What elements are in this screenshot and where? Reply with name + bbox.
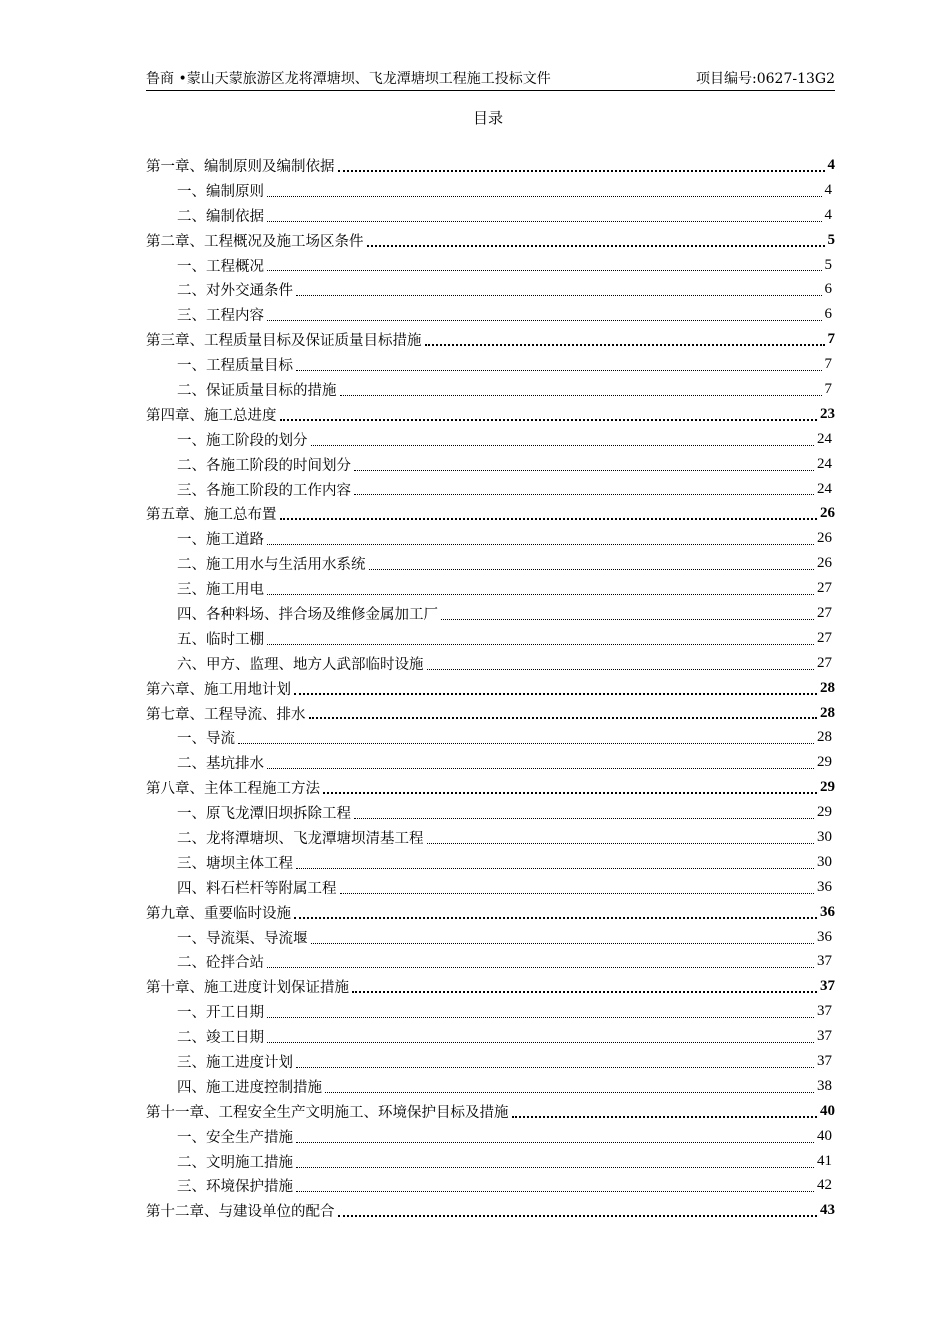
toc-entry-label: 二、各施工阶段的时间划分 — [177, 457, 351, 474]
toc-dot-leader — [294, 692, 817, 695]
toc-dot-leader — [267, 643, 814, 645]
toc-entry-label: 二、施工用水与生活用水系统 — [177, 557, 366, 574]
toc-entry-page-number: 37 — [817, 1028, 832, 1045]
toc-dot-leader — [296, 1166, 814, 1168]
toc-dot-leader — [296, 1066, 814, 1068]
toc-dot-leader — [267, 1016, 814, 1018]
toc-chapter-entry[interactable] — [146, 701, 835, 726]
toc-dot-leader — [267, 966, 814, 968]
toc-entry-page-number: 43 — [820, 1202, 835, 1219]
toc-entry-label: 四、施工进度控制措施 — [177, 1079, 322, 1096]
toc-entry-page-number: 29 — [817, 804, 832, 821]
toc-entry-label: 一、工程质量目标 — [177, 358, 293, 375]
toc-entry-page-number: 27 — [817, 580, 832, 597]
toc-chapter-entry[interactable] — [146, 228, 835, 253]
toc-entry-label: 一、工程概况 — [177, 258, 264, 275]
toc-section-entry[interactable] — [146, 725, 835, 750]
toc-dot-leader — [296, 1190, 814, 1192]
toc-section-entry[interactable] — [146, 1124, 835, 1149]
toc-section-entry[interactable] — [146, 875, 835, 900]
toc-dot-leader — [338, 1214, 818, 1217]
toc-section-entry[interactable] — [146, 477, 835, 502]
toc-entry-page-number: 6 — [824, 306, 832, 323]
toc-dot-leader — [280, 418, 818, 421]
toc-entry-label: 第二章、工程概况及施工场区条件 — [146, 233, 364, 250]
toc-entry-label: 一、编制原则 — [177, 183, 264, 200]
toc-chapter-entry[interactable] — [146, 501, 835, 526]
toc-entry-label: 二、基坑排水 — [177, 756, 264, 773]
toc-entry-page-number: 37 — [820, 978, 835, 995]
toc-section-entry[interactable] — [146, 950, 835, 975]
toc-dot-leader — [325, 1091, 814, 1093]
toc-section-entry[interactable] — [146, 850, 835, 875]
toc-entry-page-number: 29 — [817, 754, 832, 771]
toc-entry-label: 第六章、施工用地计划 — [146, 681, 291, 698]
toc-dot-leader — [267, 1041, 814, 1043]
toc-entry-label: 一、导流 — [177, 731, 235, 748]
toc-entry-label: 二、编制依据 — [177, 208, 264, 225]
toc-entry-label: 第八章、主体工程施工方法 — [146, 781, 320, 798]
toc-dot-leader — [340, 892, 815, 894]
toc-chapter-entry[interactable] — [146, 327, 835, 352]
toc-entry-page-number: 7 — [824, 380, 832, 397]
toc-dot-leader — [311, 942, 815, 944]
toc-entry-label: 第一章、编制原则及编制依据 — [146, 158, 335, 175]
toc-dot-leader — [238, 742, 814, 744]
toc-dot-leader — [340, 394, 822, 396]
toc-dot-leader — [309, 716, 818, 719]
toc-entry-page-number: 41 — [817, 1152, 832, 1169]
toc-dot-leader — [296, 369, 822, 371]
toc-chapter-entry[interactable] — [146, 775, 835, 800]
toc-entry-page-number: 38 — [817, 1077, 832, 1094]
toc-entry-page-number: 37 — [817, 1053, 832, 1069]
toc-entry-page-number: 36 — [817, 928, 832, 945]
toc-dot-leader — [338, 169, 825, 172]
toc-dot-leader — [267, 220, 822, 222]
toc-entry-page-number: 23 — [820, 405, 835, 422]
toc-dot-leader — [425, 343, 825, 346]
toc-dot-leader — [354, 493, 814, 495]
toc-section-entry[interactable] — [146, 452, 835, 477]
toc-section-entry[interactable] — [146, 377, 835, 402]
toc-dot-leader — [267, 543, 814, 545]
toc-section-entry[interactable] — [146, 1074, 835, 1099]
toc-entry-page-number: 28 — [820, 704, 835, 721]
toc-chapter-entry[interactable] — [146, 900, 835, 925]
header-document-title: 鲁商 •蒙山天蒙旅游区龙将潭塘坝、飞龙潭塘坝工程施工投标文件 — [146, 71, 551, 87]
toc-dot-leader — [367, 244, 825, 247]
toc-entry-page-number: 4 — [824, 181, 832, 198]
toc-entry-page-number: 37 — [817, 953, 832, 970]
toc-entry-label: 一、开工日期 — [177, 1005, 264, 1022]
toc-section-entry[interactable] — [146, 651, 835, 676]
toc-entry-label: 一、导流渠、导流堰 — [177, 930, 308, 947]
toc-entry-label: 第十章、施工进度计划保证措施 — [146, 980, 349, 997]
toc-dot-leader — [280, 517, 818, 520]
toc-entry-page-number: 4 — [824, 206, 832, 223]
toc-dot-leader — [267, 767, 814, 769]
toc-entry-label: 第五章、施工总布置 — [146, 507, 277, 524]
toc-section-entry[interactable] — [146, 1049, 835, 1074]
toc-dot-leader — [354, 469, 814, 471]
toc-section-entry[interactable] — [146, 551, 835, 576]
toc-section-entry[interactable] — [146, 800, 835, 825]
toc-entry-page-number: 26 — [820, 505, 835, 522]
toc-entry-label: 二、砼拌合站 — [177, 955, 264, 972]
toc-section-entry[interactable] — [146, 1174, 835, 1199]
toc-entry-label: 第三章、工程质量目标及保证质量目标措施 — [146, 333, 422, 350]
toc-entry-label: 第十一章、工程安全生产文明施工、环境保护目标及措施 — [146, 1104, 509, 1121]
toc-entry-page-number: 27 — [817, 654, 832, 671]
toc-dot-leader — [294, 916, 817, 919]
toc-section-entry[interactable] — [146, 1024, 835, 1049]
toc-entry-page-number: 28 — [817, 729, 832, 746]
toc-dot-leader — [512, 1115, 818, 1118]
toc-section-entry[interactable] — [146, 825, 835, 850]
toc-entry-page-number: 28 — [820, 679, 835, 696]
toc-entry-label: 二、文明施工措施 — [177, 1154, 293, 1171]
table-of-contents — [146, 153, 835, 1223]
toc-dot-leader — [296, 294, 822, 296]
toc-entry-page-number: 7 — [827, 331, 835, 348]
toc-chapter-entry[interactable] — [146, 1099, 835, 1124]
toc-entry-page-number: 26 — [817, 555, 832, 572]
toc-entry-page-number: 6 — [824, 281, 832, 298]
toc-entry-page-number: 40 — [817, 1127, 832, 1144]
toc-entry-page-number: 7 — [824, 356, 832, 373]
toc-entry-page-number: 30 — [817, 828, 832, 845]
toc-entry-page-number: 5 — [827, 231, 835, 248]
toc-entry-label: 二、龙将潭塘坝、飞龙潭塘坝清基工程 — [177, 830, 424, 847]
toc-entry-page-number: 36 — [820, 903, 835, 920]
toc-entry-page-number: 5 — [824, 256, 832, 273]
toc-entry-page-number: 29 — [820, 779, 835, 796]
toc-entry-page-number: 27 — [817, 629, 832, 646]
toc-chapter-entry[interactable] — [146, 1198, 835, 1223]
toc-entry-label: 一、施工阶段的划分 — [177, 432, 308, 449]
toc-section-entry[interactable] — [146, 1149, 835, 1174]
toc-chapter-entry[interactable] — [146, 974, 835, 999]
toc-dot-leader — [441, 618, 814, 620]
toc-entry-label: 四、各种料场、拌合场及维修金属加工厂 — [177, 606, 438, 623]
toc-entry-label: 一、安全生产措施 — [177, 1129, 293, 1146]
toc-entry-page-number: 24 — [817, 430, 832, 447]
toc-dot-leader — [427, 842, 815, 844]
toc-section-entry[interactable] — [146, 277, 835, 302]
toc-dot-leader — [369, 568, 815, 570]
toc-section-entry[interactable] — [146, 601, 835, 626]
toc-dot-leader — [354, 817, 814, 819]
toc-entry-label: 二、竣工日期 — [177, 1030, 264, 1047]
toc-entry-page-number: 36 — [817, 878, 832, 895]
toc-entry-label: 四、料石栏杆等附属工程 — [177, 880, 337, 897]
toc-entry-label: 一、施工道路 — [177, 532, 264, 549]
header-project-number: 项目编号:0627-13G2 — [696, 71, 835, 87]
toc-entry-page-number: 24 — [817, 455, 832, 472]
toc-entry-label: 第四章、施工总进度 — [146, 407, 277, 424]
toc-entry-label: 第十二章、与建设单位的配合 — [146, 1204, 335, 1221]
toc-dot-leader — [267, 195, 822, 197]
toc-chapter-entry[interactable] — [146, 676, 835, 701]
toc-dot-leader — [296, 867, 814, 869]
toc-entry-label: 六、甲方、监理、地方人武部临时设施 — [177, 656, 424, 673]
toc-chapter-entry[interactable] — [146, 153, 835, 178]
toc-section-entry[interactable] — [146, 352, 835, 377]
toc-entry-page-number: 37 — [817, 1003, 832, 1020]
page-header — [146, 66, 835, 91]
toc-entry-label: 二、对外交通条件 — [177, 283, 293, 300]
toc-entry-label: 三、施工用电 — [177, 582, 264, 599]
toc-entry-label: 一、原飞龙潭旧坝拆除工程 — [177, 806, 351, 823]
toc-section-entry[interactable] — [146, 427, 835, 452]
toc-entry-page-number: 40 — [820, 1102, 835, 1119]
toc-entry-label: 三、塘坝主体工程 — [177, 855, 293, 872]
toc-entry-label: 三、施工进度计划 — [177, 1055, 293, 1071]
toc-dot-leader — [427, 668, 815, 670]
toc-section-entry[interactable] — [146, 626, 835, 651]
toc-chapter-entry[interactable] — [146, 402, 835, 427]
toc-section-entry[interactable] — [146, 925, 835, 950]
toc-entry-page-number: 27 — [817, 604, 832, 621]
toc-title: 目录 — [472, 109, 503, 127]
toc-dot-leader — [323, 791, 817, 794]
toc-entry-label: 第七章、工程导流、排水 — [146, 706, 306, 723]
toc-dot-leader — [267, 319, 822, 321]
toc-section-entry[interactable] — [146, 203, 835, 228]
toc-section-entry[interactable] — [146, 750, 835, 775]
toc-entry-label: 三、工程内容 — [177, 308, 264, 325]
toc-dot-leader — [267, 593, 814, 595]
toc-entry-label: 三、环境保护措施 — [177, 1179, 293, 1196]
toc-entry-page-number: 4 — [827, 156, 835, 173]
toc-dot-leader — [296, 1141, 814, 1143]
toc-dot-leader — [311, 444, 815, 446]
toc-entry-label: 第九章、重要临时设施 — [146, 905, 291, 922]
toc-entry-page-number: 24 — [817, 480, 832, 497]
toc-dot-leader — [352, 990, 817, 993]
toc-entry-label: 二、保证质量目标的措施 — [177, 382, 337, 399]
toc-section-entry[interactable] — [146, 253, 835, 278]
toc-section-entry[interactable] — [146, 576, 835, 601]
toc-entry-page-number: 30 — [817, 853, 832, 870]
toc-section-entry[interactable] — [146, 526, 835, 551]
toc-section-entry[interactable] — [146, 302, 835, 327]
toc-entry-page-number: 42 — [817, 1177, 832, 1194]
toc-entry-label: 三、各施工阶段的工作内容 — [177, 482, 351, 499]
toc-entry-label: 五、临时工棚 — [177, 631, 264, 648]
toc-entry-page-number: 26 — [817, 530, 832, 547]
toc-section-entry[interactable] — [146, 999, 835, 1024]
toc-dot-leader — [267, 269, 822, 271]
toc-section-entry[interactable] — [146, 178, 835, 203]
